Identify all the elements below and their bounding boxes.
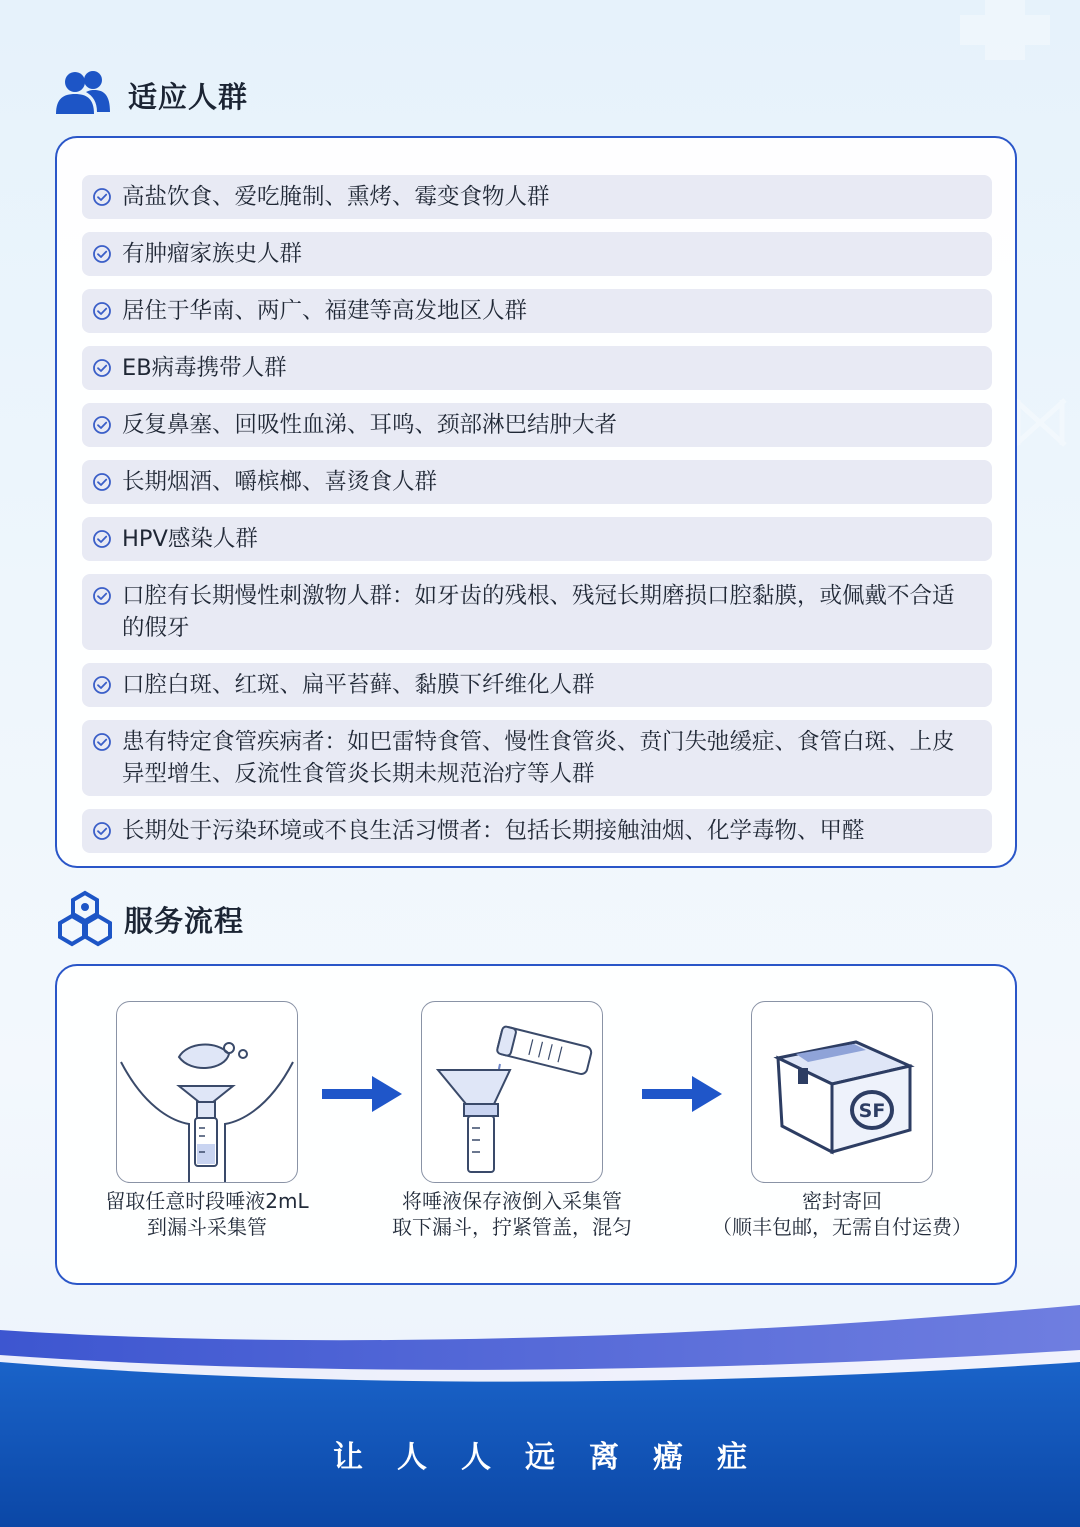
check-circle-icon	[92, 529, 112, 549]
crowd-item-text: EB病毒携带人群	[122, 355, 287, 381]
step-3-line-1: 密封寄回	[802, 1189, 882, 1213]
plus-decoration-icon	[950, 0, 1060, 70]
crowd-list-item	[82, 403, 992, 447]
check-circle-icon	[92, 187, 112, 207]
crowd-item-text: 高盐饮食、爱吃腌制、熏烤、霉变食物人群	[122, 184, 550, 210]
check-circle-icon	[92, 821, 112, 841]
crowd-item-text: HPV感染人群	[122, 526, 258, 552]
dna-decoration-icon	[1010, 395, 1070, 450]
step-2-caption	[382, 1188, 642, 1240]
crowd-item-text: 患有特定食管疾病者：如巴雷特食管、慢性食管炎、贲门失弛缓症、食管白斑、上皮异型增生、反流性食管炎长期未规范治疗等人群	[122, 729, 955, 787]
hexagon-molecule-icon	[56, 890, 114, 948]
check-circle-icon	[92, 244, 112, 264]
crowd-item-text: 居住于华南、两广、福建等高发地区人群	[122, 298, 528, 324]
crowd-list-item	[82, 663, 992, 707]
crowd-list-item	[82, 175, 992, 219]
footer-slogan: 让人人远离癌症	[333, 1440, 781, 1475]
crowd-list-item	[82, 720, 992, 796]
check-circle-icon	[92, 301, 112, 321]
check-circle-icon	[92, 415, 112, 435]
crowd-item-text: 有肿瘤家族史人群	[122, 241, 303, 267]
box-logo-text: SF	[858, 1100, 886, 1122]
crowd-item-text: 长期处于污染环境或不良生活习惯者：包括长期接触油烟、化学毒物、甲醛	[122, 818, 865, 844]
step-1-line-1: 留取任意时段唾液2mL	[105, 1189, 309, 1213]
saliva-collection-icon	[117, 1002, 297, 1182]
check-circle-icon	[92, 732, 112, 752]
step-1-caption	[97, 1188, 317, 1240]
shipping-box-icon	[752, 1002, 932, 1182]
check-circle-icon	[92, 472, 112, 492]
step-3-caption	[697, 1188, 987, 1240]
crowd-list	[82, 175, 992, 866]
crowd-card	[55, 136, 1017, 868]
step-2-illustration	[421, 1001, 603, 1183]
crowd-list-item	[82, 460, 992, 504]
crowd-list-item	[82, 232, 992, 276]
crowd-item-text: 长期烟酒、嚼槟榔、喜烫食人群	[122, 469, 438, 495]
crowd-item-text: 口腔白斑、红斑、扁平苔藓、黏膜下纤维化人群	[122, 672, 595, 698]
flow-card	[55, 964, 1017, 1285]
crowd-list-item	[82, 574, 992, 650]
crowd-list-item	[82, 809, 992, 853]
flow-section-title	[56, 890, 244, 948]
crowd-list-item	[82, 289, 992, 333]
step-2-line-2: 取下漏斗，拧紧管盖，混匀	[392, 1215, 632, 1239]
flow-step-2	[382, 1001, 642, 1240]
crowd-section-title	[56, 68, 248, 122]
users-icon	[56, 68, 110, 122]
check-circle-icon	[92, 675, 112, 695]
crowd-list-item	[82, 517, 992, 561]
crowd-item-text: 反复鼻塞、回吸性血涕、耳鸣、颈部淋巴结肿大者	[122, 412, 618, 438]
flow-step-3	[697, 1001, 987, 1240]
step-3-line-2: （顺丰包邮，无需自付运费）	[712, 1215, 972, 1239]
crowd-item-text: 口腔有长期慢性刺激物人群：如牙齿的残根、残冠长期磨损口腔黏膜，或佩戴不合适的假牙	[122, 583, 955, 641]
step-1-line-2: 到漏斗采集管	[147, 1215, 267, 1239]
footer-wave	[0, 1300, 1080, 1527]
crowd-title: 适应人群	[128, 79, 249, 114]
step-1-illustration	[116, 1001, 298, 1183]
step-2-line-1: 将唾液保存液倒入采集管	[402, 1189, 622, 1213]
pour-liquid-icon	[422, 1002, 602, 1182]
check-circle-icon	[92, 586, 112, 606]
flow-step-1	[97, 1001, 317, 1240]
crowd-list-item	[82, 346, 992, 390]
step-3-illustration	[751, 1001, 933, 1183]
check-circle-icon	[92, 358, 112, 378]
flow-title: 服务流程	[124, 903, 245, 938]
